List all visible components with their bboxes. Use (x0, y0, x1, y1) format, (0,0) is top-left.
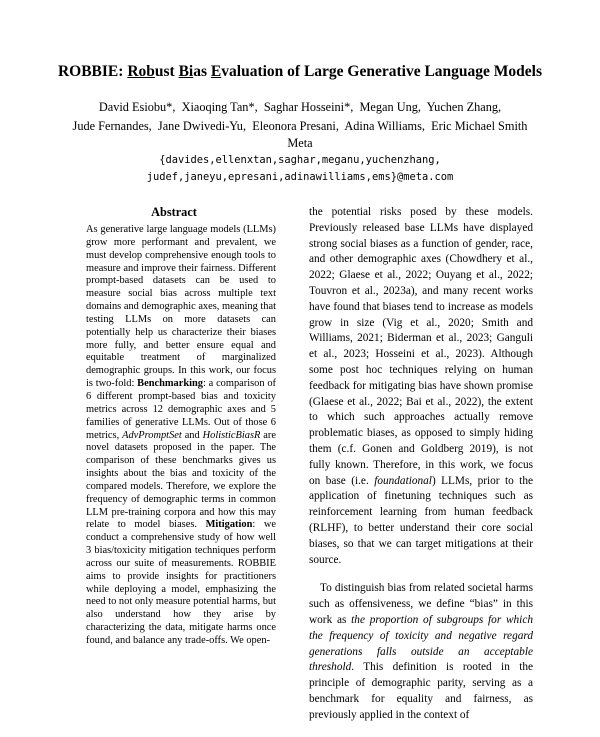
author: Eric Michael Smith (431, 119, 528, 133)
author: Yuchen Zhang, (426, 100, 502, 114)
author: Jude Fernandes, (72, 119, 152, 133)
email-line: judef,janeyu,epresani,adinawilliams,ems}@meta.com (146, 171, 454, 183)
right-column-body (309, 205, 533, 737)
dataset-name: AdvPromptSet (122, 429, 182, 441)
mitigation-label: Mitigation (205, 519, 253, 531)
abstract-body (86, 224, 276, 648)
abstract-heading: Abstract (151, 205, 197, 219)
body-paragraph: To distinguish bias from related societal harms such as offensiveness, we define “bias” in this work as the proportion of subgroups for which the frequency of toxicity and negative regard generations falls outside an acceptable threshold. This definition is rooted in the principle of demographic parity, serving as a benchmark for equality and fairness, as previously applied in the context of (309, 582, 533, 721)
author: Megan Ung, (359, 100, 421, 114)
email-line: {davides,ellenxtan,saghar,meganu,yuchenzhang, (159, 154, 441, 166)
body-paragraph: the potential risks posed by these models. Previously released base LLMs have displayed strong social biases as a function of gender, race, and other demographic axes (Chowdhery et al., 2022; Glaese et al., 2022; Ouyang et al., 2022; Touvron et al., 2023a), and many recent works have found that biases tend to increase as models grow in size (Vig et al., 2020; Smith and Williams, 2021; Biderman et al., 2023; Ganguli et al., 2023; Hosseini et al., 2023). Although some post hoc techniques relying on human feedback for mitigating bias have shown promise (Glaese et al., 2022; Bai et al., 2022), the extent to which such approaches actually remove problematic biases, as opposed to simply hiding them (c.f. Gonen and Goldberg 2019), is not fully known. Therefore, in this work, we focus on base (i.e. foundational) LLMs, prior to the application of finetuning techniques such as reinforcement learning from human feedback (RLHF), to better understand their core social biases, so that we can target mitigations at their source. (309, 206, 533, 566)
author: Jane Dwivedi-Yu, (157, 119, 247, 133)
bias-definition: the proportion of subgroups for which the frequency of toxicity and negative regard generations falls outside an acceptable threshold (309, 613, 533, 674)
author: Eleonora Presani, (252, 119, 339, 133)
author: Saghar Hosseini*, (263, 100, 354, 114)
author: Xiaoqing Tan*, (181, 100, 258, 114)
abstract-paragraph: As generative large language models (LLMs) grow more performant and prevalent, we must develop comprehensive enough tools to measure and improve their fairness. Different prompt-based datasets can be used to measure social bias across multiple text domains and demographic axes, meaning that testing LLMs on more datasets can potentially help us characterize their biases more fully, and better ensure equal and equitable treatment of marginalized demographic groups. In this work, our focus is two-fold: Benchmarking: a comparison of 6 different prompt-based bias and toxicity metrics across 12 demographic axes and 5 families of generative LLMs. Out of those 6 metrics, AdvPromptSet and HolisticBiasR are novel datasets proposed in the paper. The comparison of these benchmarks gives us insights about the bias and toxicity of the compared models. Therefore, we explore the frequency of demographic terms in common LLM pre-training corpora and how this may relate to model biases. Mitigation: we conduct a comprehensive study of how well 3 bias/toxicity mitigation techniques perform across our suite of measurements. ROBBIE aims to provide insights for practitioners while deploying a model, emphasizing the need to not only measure potential harms, but also understand how they arise by characterizing the data, mitigate harms once found, and balance any trade-offs. We open- (86, 224, 276, 646)
affiliation: Meta (287, 136, 313, 150)
author: Adina Williams, (344, 119, 425, 133)
author-emails (0, 152, 600, 186)
author-list (40, 98, 560, 136)
paper-title: ROBBIE: Robust Bias Evaluation of Large Generative Language Models (57, 63, 543, 80)
benchmarking-label: Benchmarking (137, 378, 203, 390)
author: David Esiobu*, (98, 100, 176, 114)
dataset-name: HolisticBiasR (202, 429, 261, 441)
